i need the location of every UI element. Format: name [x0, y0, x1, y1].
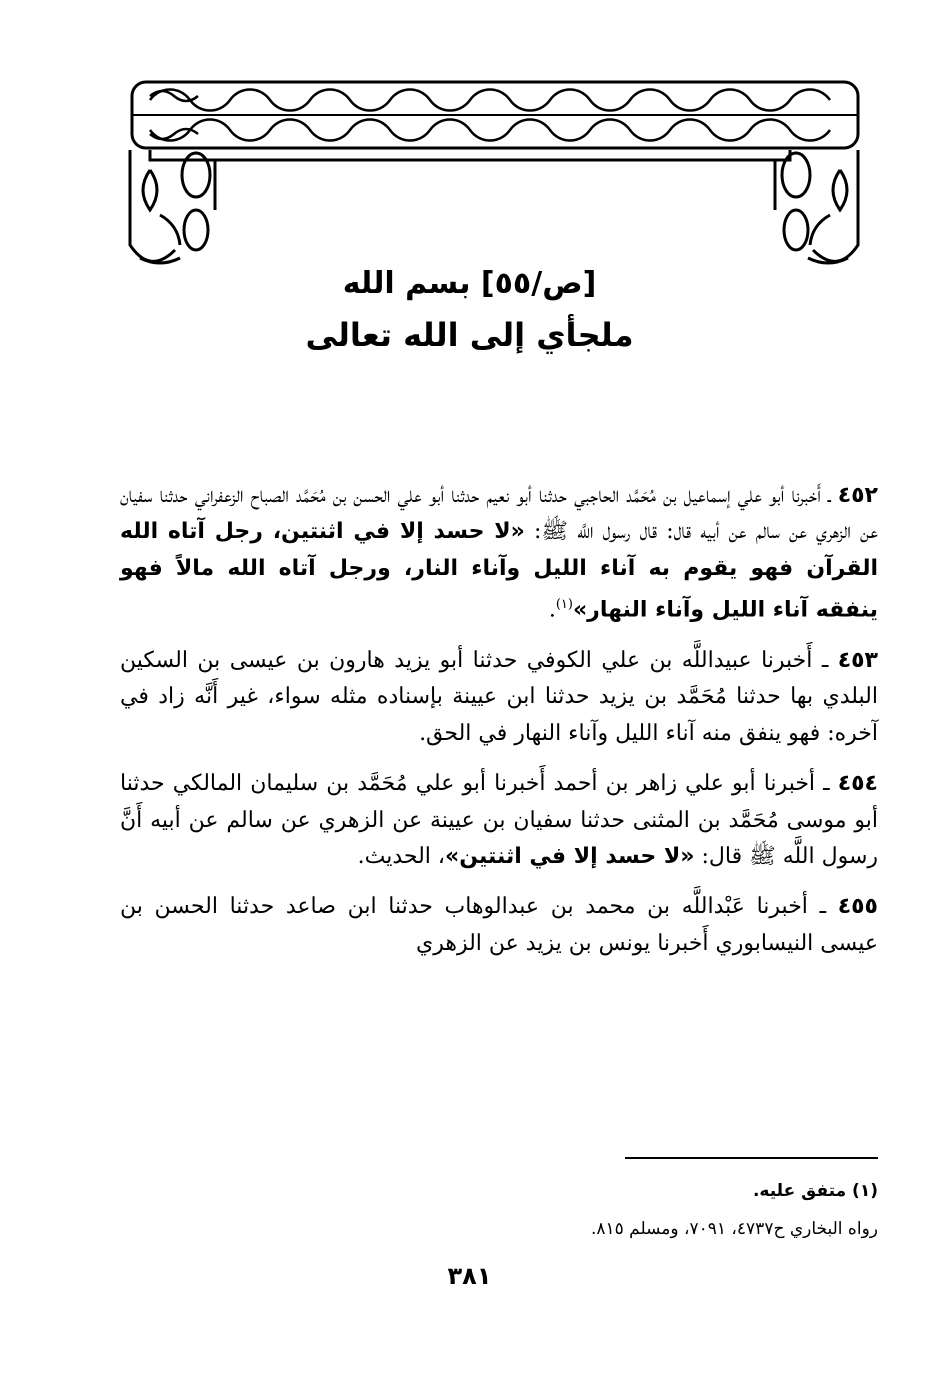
- footnotes: [120, 1172, 878, 1248]
- hadith-quote: «لا حسد إلا في اثنتين»: [445, 843, 695, 869]
- entry-text-end: .: [548, 597, 556, 623]
- entry-text: أَخبرنا أبو علي إسماعيل بن مُحَمَّد الحاجبي حدثنا أبو نعيم حدثنا أبو علي الحسن بن مُحَمَّد الصباح الزعفراني حدثنا سفيان عن الزهري عن سالم عن أبيه قال: قال رسول اللَّه ﷺ:: [120, 483, 878, 545]
- entry-text: أخبرنا أبو علي زاهر بن أحمد أَخبرنا أبو علي مُحَمَّد بن سليمان المالكي حدثنا أبو موسى مُحَمَّد بن المثنى حدثنا سفيان بن عيينة عن الزهري عن سالم عن أبيه أَنَّ رسول اللَّه ﷺ قال:: [120, 771, 878, 869]
- entry-number: ٤٥٣: [837, 647, 878, 673]
- entry-text: أخبرنا عَبْداللَّه بن محمد بن عبدالوهاب حدثنا ابن صاعد حدثنا الحسن بن عيسى النيسابوري أَخبرنا يونس بن يزيد عن الزهري: [120, 894, 878, 956]
- entry-455: [120, 889, 878, 962]
- header-line-1: [ص/٥٥] بسم الله: [342, 266, 597, 301]
- header-line-2: ملجأي إلى الله تعالى: [305, 316, 634, 354]
- entry-number: ٤٥٥: [837, 894, 878, 920]
- entry-453: [120, 643, 878, 752]
- footnote-ref: (١): [555, 597, 573, 613]
- entry-text-end: ، الحديث.: [357, 843, 445, 869]
- entry-454: [120, 766, 878, 875]
- entry-452: [120, 478, 878, 629]
- page-number: ٣٨١: [447, 1262, 492, 1290]
- hadith-quote: «لا حسد إلا في اثنتين، رجل آتاه الله القرآن فهو يقوم به آناء الليل وآناء النار، ورجل آتاه الله مالاً فهو ينفقه آناء الليل وآناء النهار»: [120, 519, 878, 623]
- footnote-divider: [625, 1157, 878, 1159]
- entry-sep: ـ: [815, 771, 838, 797]
- entry-text: أَخبرنا عبيداللَّه بن علي الكوفي حدثنا أبو يزيد هارون بن عيسى بن السكين البلدي بها حدثنا مُحَمَّد بن يزيد حدثنا ابن عيينة بإسناده مثله سواء، غير أَنَّه زاد في آخره: فهو ينفق منه آناء الليل وآناء النهار في الحق.: [120, 647, 878, 746]
- entry-sep: ـ: [820, 483, 838, 508]
- main-text: [120, 478, 878, 976]
- entry-sep: ـ: [807, 894, 838, 920]
- entry-number: ٤٥٤: [837, 771, 878, 797]
- footnote-1: (١) متفق عليه.: [752, 1181, 878, 1201]
- entry-sep: ـ: [812, 647, 838, 673]
- footnote-1-source: رواه البخاري ح٤٧٣٧، ٧٠٩١، ومسلم ٨١٥.: [590, 1219, 878, 1239]
- entry-number: ٤٥٢: [837, 483, 878, 508]
